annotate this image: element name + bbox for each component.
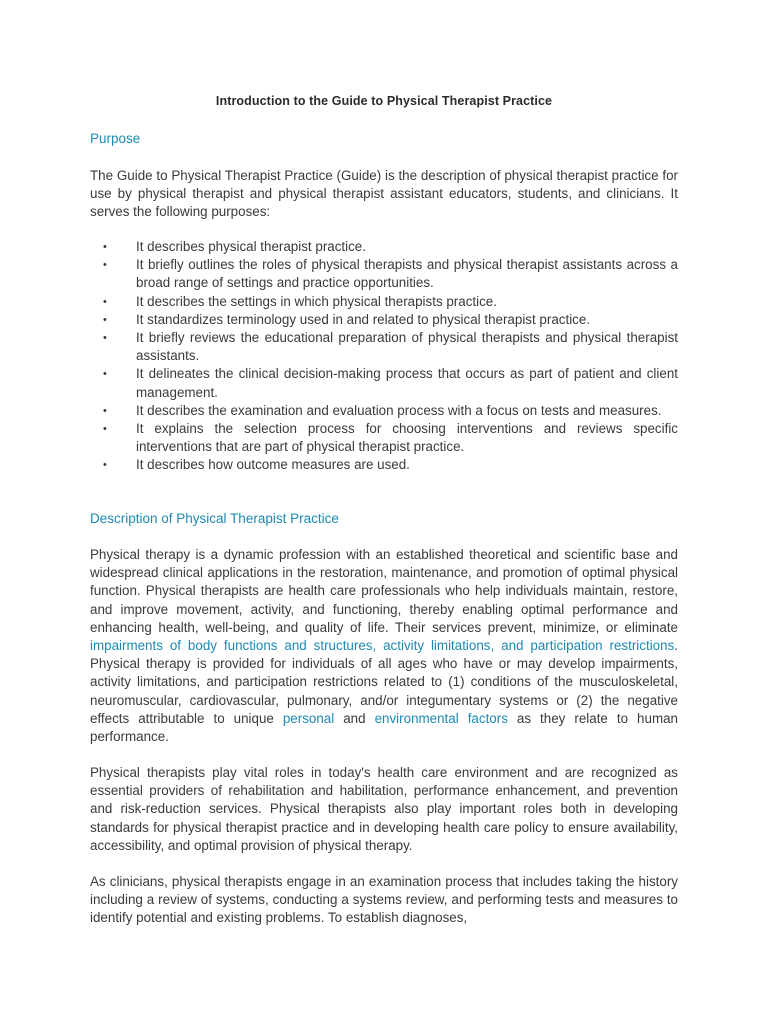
list-item: • It explains the selection process for choosing interventions and reviews specific interventions that are part of physical therapist practice.	[103, 421, 678, 455]
description-heading: Description of Physical Therapist Practice	[90, 511, 339, 526]
list-item: • It briefly outlines the roles of physical therapists and physical therapist assistants across a broad range of settings and practice opportunities.	[103, 257, 678, 291]
environmental-factors-link[interactable]: environmental factors	[374, 710, 508, 726]
purpose-intro-paragraph: The Guide to Physical Therapist Practice (Guide) is the description of physical therapist practice for use by physical therapist and physical therapist assistant educators, students, and clinicians. It serves the following purposes:	[90, 168, 678, 220]
purpose-list	[90, 238, 678, 475]
list-item: • It delineates the clinical decision-making process that occurs as part of patient and client management.	[103, 366, 678, 400]
list-item: • It describes how outcome measures are used.	[90, 456, 678, 474]
list-item: • It describes the examination and evaluation process with a focus on tests and measures.	[90, 402, 678, 420]
description-paragraph-2: Physical therapists play vital roles in today's health care environment and are recognized as essential providers of rehabilitation and habilitation, performance enhancement, and prevention and risk-reduction services. Physical therapists also play important roles both in developing standards for physical therapist practice and in developing health care policy to ensure availability, accessibility, and optimal provision of physical therapy.	[90, 765, 678, 853]
list-item: • It standardizes terminology used in and related to physical therapist practice.	[90, 311, 678, 329]
list-item: • It briefly reviews the educational preparation of physical therapists and physical therapist assistants.	[103, 330, 678, 364]
bullet-icon: •	[103, 423, 107, 436]
personal-factors-link[interactable]: personal	[282, 710, 335, 726]
bullet-icon: •	[103, 404, 107, 417]
list-item: • It describes physical therapist practice.	[90, 238, 678, 256]
bullet-icon: •	[103, 459, 107, 472]
description-paragraph-1: Physical therapy is a dynamic profession with an established theoretical and scientific base and widespread clinical applications in the restoration, maintenance, and promotion of optimal physical function. Physical therapists are health care professionals who help individuals maintain, restore, and improve movement, activity, and functioning, thereby enabling optimal performance and enhancing health, well-being, and quality of life. Their services prevent, minimize, or eliminate impairments of body functions and structures, activity limitations, and participation restrictions. Physical therapy is provided for individuals of all ages who have or may develop impairments, activity limitations, and participation restrictions related to (1) conditions of the musculoskeletal, neuromuscular, cardiovascular, pulmonary, and/or integumentary systems or (2) the negative effects attributable to unique personal and environmental factors as they relate to human performance.	[90, 547, 678, 745]
description-paragraph-3: As clinicians, physical therapists engage in an examination process that includes taking the history including a review of systems, conducting a systems review, and performing tests and measures to identify potential and existing problems. To establish diagnoses,	[90, 874, 678, 926]
page-title: Introduction to the Guide to Physical Therapist Practice	[215, 94, 553, 108]
bullet-icon: •	[103, 259, 107, 272]
bullet-icon: •	[103, 295, 107, 308]
bullet-icon: •	[103, 241, 107, 253]
bullet-icon: •	[103, 332, 107, 345]
bullet-icon: •	[103, 368, 107, 381]
impairments-link[interactable]: impairments of body functions and structures, activity limitations, and participation restrictions	[90, 638, 675, 654]
bullet-icon: •	[103, 313, 107, 326]
list-item: • It describes the settings in which physical therapists practice.	[90, 293, 678, 311]
purpose-heading: Purpose	[90, 131, 141, 146]
